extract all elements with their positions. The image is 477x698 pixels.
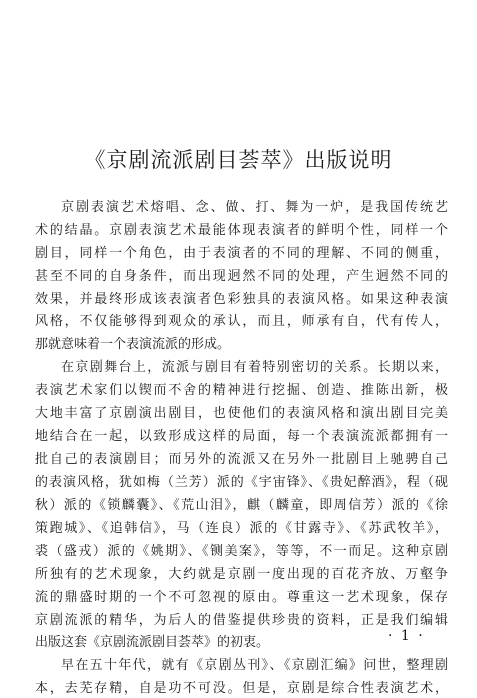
text-line: 效果，并最终形成该表演者色彩独具的表演风格。如果这种表演 (35, 292, 448, 307)
text-line: 批自己的表演剧目；而另外的流派又在另外一批剧目上驰骋自己 (35, 452, 448, 467)
text-line: 风格，不仅能够得到观众的承认，而且，师承有自，代有传人， (35, 314, 448, 329)
text-line: 那就意味着一个表演流派的形成。 (35, 337, 231, 352)
text-line: 地结合在一起，以致形成这样的局面，每一个表演流派都拥有一 (35, 429, 448, 444)
text-line: 剧目，同样一个角色，由于表演者的不同的理解、不同的侧重， (35, 246, 448, 261)
text-line: 策跑城》、《追韩信》，马（连良）派的《甘露寺》、《苏武牧羊》， (35, 521, 448, 536)
document-title: 《京剧流派剧目荟萃》出版说明 (84, 148, 393, 172)
text-line: 早在五十年代，就有《京剧丛刊》、《京剧汇编》问世，整理剧 (61, 658, 448, 673)
text-line: 京剧流派的精华，为后人的借鉴提供珍贵的资料，正是我们编辑 (35, 613, 448, 628)
text-line: 在京剧舞台上，流派与剧目有着特别密切的关系。长期以来， (61, 360, 448, 375)
text-line: 流的鼎盛时期的一个不可忽视的原由。尊重这一艺术现象，保存 (35, 590, 448, 605)
text-line: 裘（盛戎）派的《姚期》、《铡美案》，等等，不一而足。这种京剧 (35, 544, 448, 559)
text-line: 甚至不同的自身条件，而出现迥然不同的处理，产生迥然不同的 (35, 269, 448, 284)
text-line: 本，去芜存精，自是功不可没。但是，京剧是综合性表演艺术， (35, 681, 448, 696)
text-line: 所独有的艺术现象，大约就是京剧一度出现的百花齐放、万壑争 (35, 567, 448, 582)
text-line: 的表演风格，犹如梅（兰芳）派的《宇宙锋》、《贵妃醉酒》，程（砚 (35, 475, 448, 490)
text-line: 秋）派的《锁麟囊》、《荒山泪》，麒（麟童，即周信芳）派的《徐 (35, 498, 448, 513)
text-line: 京剧表演艺术熔唱、念、做、打、舞为一炉，是我国传统艺 (61, 200, 448, 215)
text-line: 出版这套《京剧流派剧目荟萃》的初衷。 (35, 635, 270, 650)
text-line: 表演艺术家们以锲而不舍的精神进行挖掘、创造、推陈出新，极 (35, 383, 448, 398)
text-line: 大地丰富了京剧演出剧目，也使他们的表演风格和演出剧目完美 (35, 406, 448, 421)
page-number: · 1 · (388, 628, 425, 644)
text-line: 术的结晶。京剧表演艺术最能体现表演者的鲜明个性，同样一个 (35, 223, 448, 238)
